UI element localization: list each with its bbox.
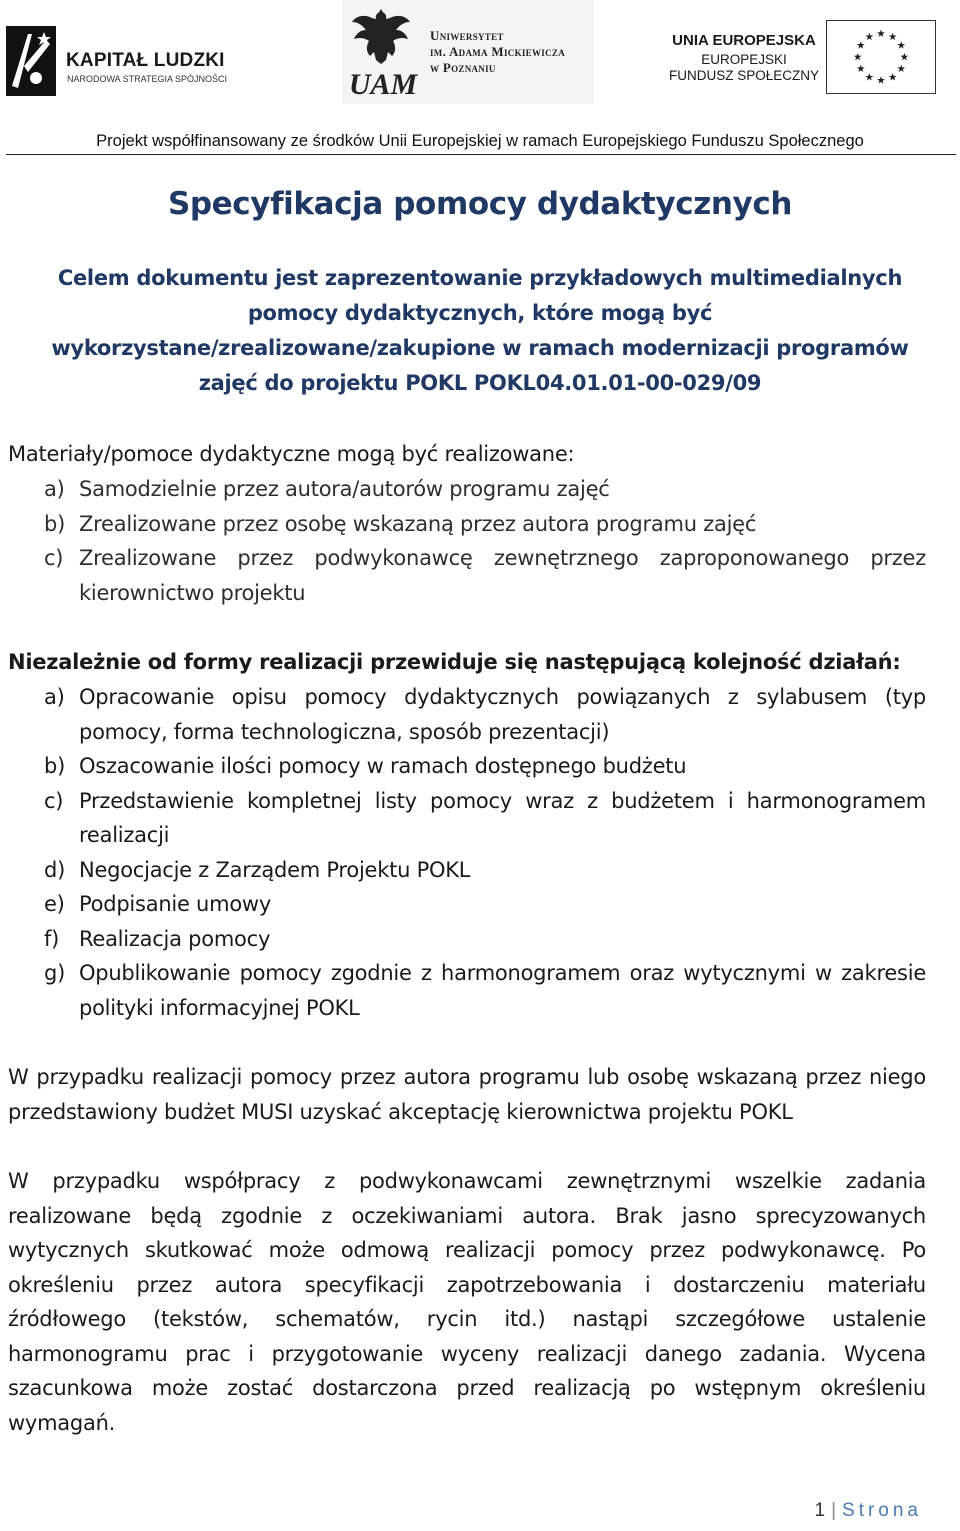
uam-letters: UAM [348,68,418,101]
list-marker: e) [44,892,65,916]
kapital-ludzki-emblem-icon [6,26,56,96]
list-marker: c) [44,546,64,570]
eu-star-icon [889,73,897,80]
list-item-text: Zrealizowane przez osobę wskazaną przez autora programu zajęć [79,511,757,536]
cofinancing-caption: Projekt współfinansowany ze środków Unii Europejskiej w ramach Europejskiego Funduszu Społecznego [96,132,864,150]
kapital-ludzki-title: KAPITAŁ LUDZKI [66,50,225,71]
eu-star-icon [857,41,865,48]
page-footer [0,1500,922,1522]
list-marker: f) [44,926,60,951]
eu-star-icon [889,33,897,40]
uam-name-line1: Uniwersytet [430,28,504,43]
list-marker: a) [44,685,65,709]
list-item [44,749,926,784]
list-item [44,887,926,922]
kapital-ludzki-logo [6,26,228,98]
list-marker: c) [44,788,64,813]
eu-star-icon [877,76,885,83]
document-title: Specyfikacja pomocy dydaktycznych [167,186,793,222]
list-item-text: Podpisanie umowy [79,892,272,916]
section2-heading: Niezależnie od formy realizacji przewiduje się następującą kolejność działań: [8,650,901,674]
section2-list [44,680,926,1025]
paragraph-budget-approval: W przypadku realizacji pomocy przez autora programu lub osobę wskazaną przez niego przedstawiony budżet MUSI uzyskać akceptację kierownictwa projektu POKL [8,1065,926,1124]
list-marker: b) [44,511,66,536]
eu-line3: FUNDUSZ SPOŁECZNY [669,68,820,83]
eu-star-icon [857,65,865,72]
eu-star-icon [900,53,908,60]
uam-name-line2: im. Adama Mickiewicza [430,44,565,59]
list-item-text: Oszacowanie ilości pomocy w ramach dostępnego budżetu [79,754,687,778]
eu-star-icon [877,30,885,37]
list-item [44,507,926,542]
page-label: Strona [842,1500,922,1521]
eu-line2: EUROPEJSKI [701,52,787,67]
list-item [44,922,926,957]
list-item [44,784,926,853]
list-item-text: Przedstawienie kompletnej listy pomocy wraz z budżetem i harmonogramem realizacji [79,788,926,847]
list-marker: d) [44,857,66,882]
list-item [44,680,926,749]
list-item-text: Opracowanie opisu pomocy dydaktycznych powiązanych z sylabusem (typ pomocy, forma technologiczna, sposób prezentacji) [79,685,926,744]
list-item [44,472,926,507]
uam-logo [342,0,594,104]
footer-separator: | [831,1500,837,1521]
list-marker: b) [44,754,66,778]
intro-line-3: wykorzystane/zrealizowane/zakupione w ramach modernizacji programów [51,336,909,360]
intro-line-2: pomocy dydaktycznych, które mogą być [247,301,713,325]
intro-line-4: zajęć do projektu POKL POKL04.01.01-00-029/09 [198,371,762,395]
list-item-text: Opublikowanie pomocy zgodnie z harmonogramem oraz wytycznymi w zakresie polityki informacyjnej POKL [79,961,926,1020]
eu-star-icon [865,73,873,80]
intro-line-1: Celem dokumentu jest zaprezentowanie przykładowych multimedialnych [57,266,903,290]
eu-star-icon [897,65,905,72]
eu-flag-icon [826,20,936,94]
eu-logo [666,20,938,96]
list-item [44,541,926,610]
paragraph-subcontractors: W przypadku współpracy z podwykonawcami zewnętrznymi wszelkie zadania realizowane będą zgodnie z oczekiwaniami autora. Brak jasno sprecyzowanych wytycznych skutkować może odmową realizacji pomocy przez podwykonawcę. Po określeniu przez autora specyfikacji zapotrzebowania i dostarczeniu materiału źródłowego (tekstów, schematów, rycin itd.) nastąpi szczegółowe ustalenie harmonogramu prac i przygotowanie wyceny realizacji danego zadania. Wycena szacunkowa może zostać dostarczona przed realizacją po wstępnym określeniu wymagań. [8,1169,926,1435]
section1-heading: Materiały/pomoce dydaktyczne mogą być realizowane: [8,442,575,466]
eu-star-icon [865,33,873,40]
eagle-icon [350,8,412,68]
page-number: 1 [814,1500,826,1521]
eu-star-icon [897,41,905,48]
list-item-text: Samodzielnie przez autora/autorów programu zajęć [79,477,610,501]
list-item [44,956,926,1025]
section1-list [44,472,926,610]
list-marker: g) [44,961,66,985]
list-marker: a) [44,477,65,501]
kapital-ludzki-subtitle: NARODOWA STRATEGIA SPÓJNOŚCI [67,74,228,84]
uam-name-line3: w Poznaniu [430,60,496,75]
header-divider [6,154,956,155]
eu-line1: UNIA EUROPEJSKA [672,32,816,49]
list-item-text: Negocjacje z Zarządem Projektu POKL [79,857,471,882]
list-item-text: Zrealizowane przez podwykonawcę zewnętrznego zaproponowanego przez kierownictwo projektu [79,546,926,605]
list-item [44,853,926,888]
eu-star-icon [854,53,862,60]
list-item-text: Realizacja pomocy [79,926,271,951]
